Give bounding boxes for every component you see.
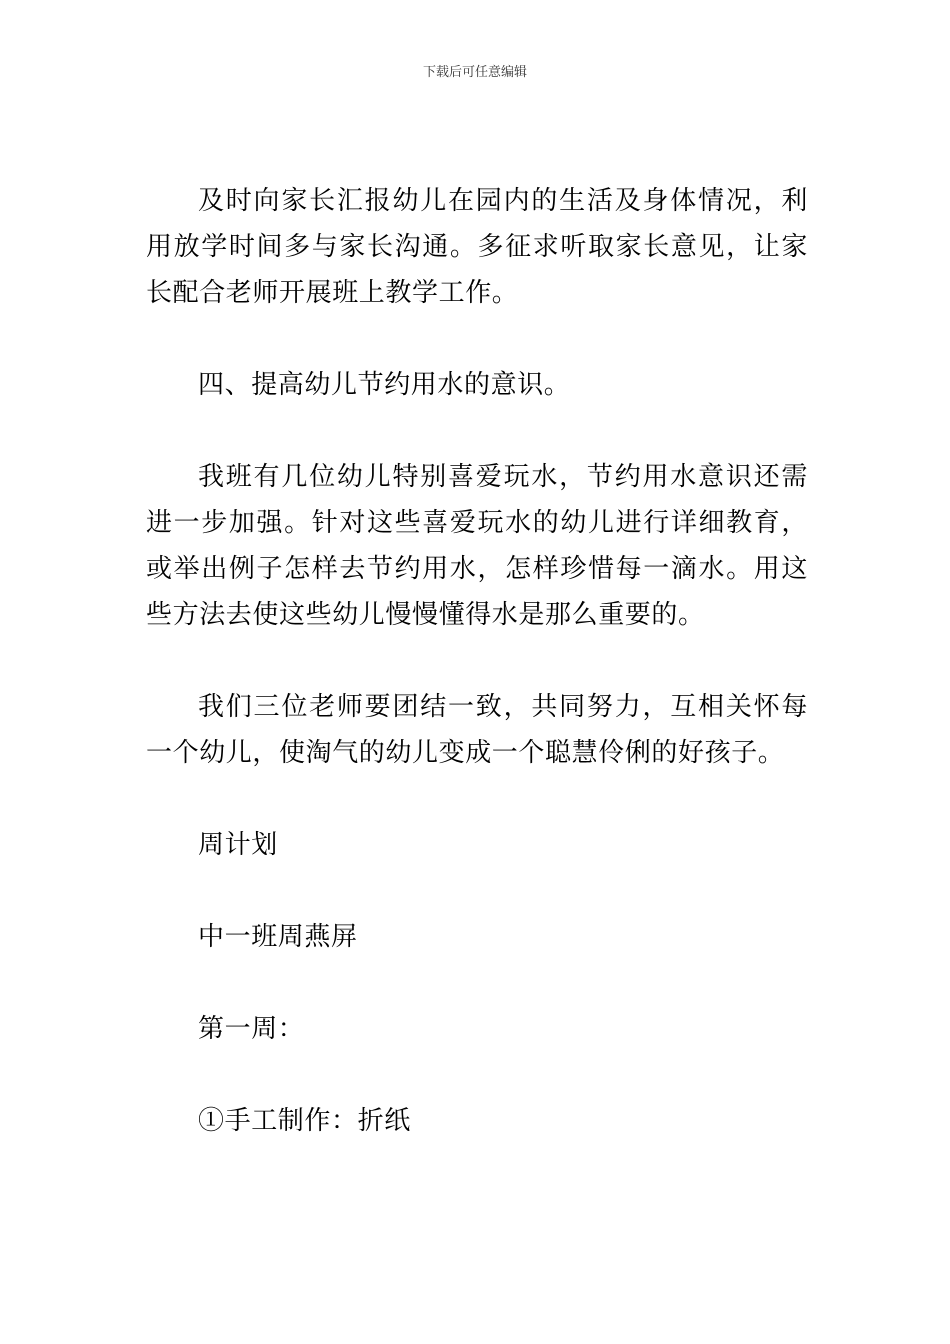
paragraph-water-saving: 我班有几位幼儿特别喜爱玩水，节约用水意识还需进一步加强。针对这些喜爱玩水的幼儿进行详细教育，或举出例子怎样去节约用水，怎样珍惜每一滴水。用这些方法去使这些幼儿慢慢懂得水是那么重要的。 xyxy=(146,462,808,630)
class-teacher-name: 中一班周燕屏 xyxy=(198,922,358,952)
section-heading-water-saving: 四、提高幼儿节约用水的意识。 xyxy=(198,370,571,400)
week-one-label: 第一周： xyxy=(198,1014,305,1044)
page-header: 下载后可任意编辑 xyxy=(422,65,527,80)
document-body xyxy=(146,178,808,1144)
activity-item-origami: ①手工制作：折纸 xyxy=(198,1106,411,1136)
paragraph-parent-communication: 及时向家长汇报幼儿在园内的生活及身体情况，利用放学时间多与家长沟通。多征求听取家长意见，让家长配合老师开展班上教学工作。 xyxy=(146,186,808,308)
weekly-plan-title: 周计划 xyxy=(198,830,278,860)
paragraph-teacher-cooperation: 我们三位老师要团结一致，共同努力，互相关怀每一个幼儿，使淘气的幼儿变成一个聪慧伶俐的好孩子。 xyxy=(146,692,808,768)
